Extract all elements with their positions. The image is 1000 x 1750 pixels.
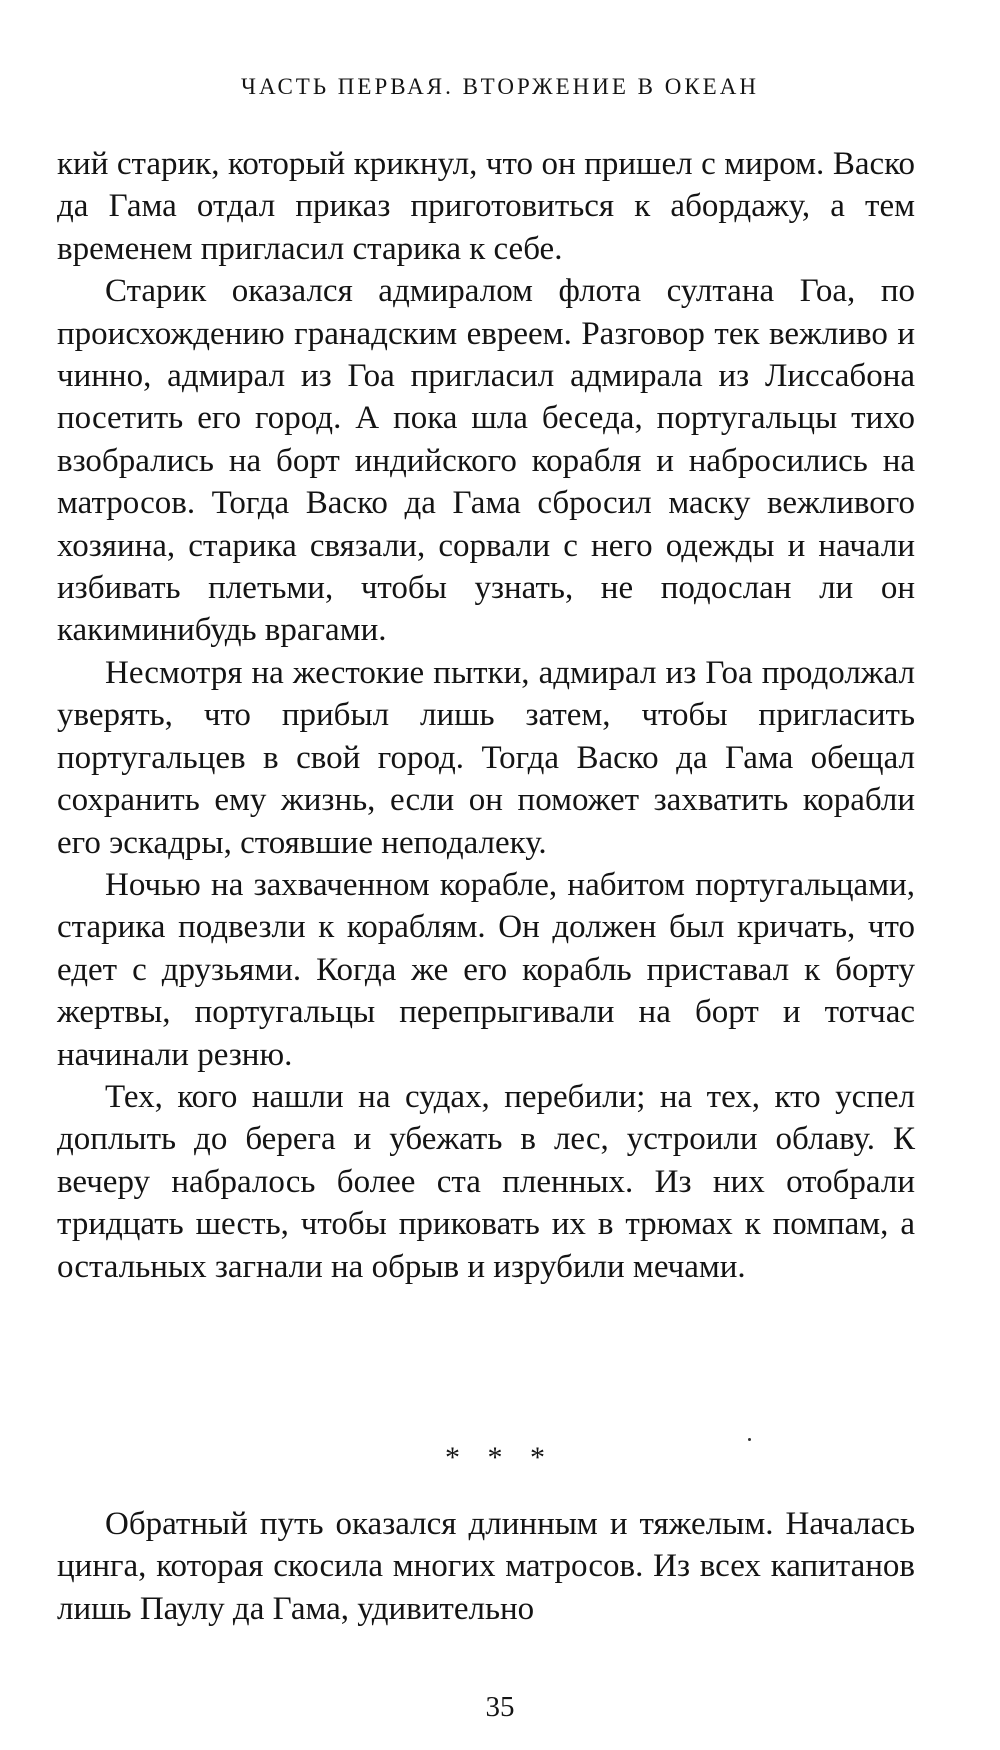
paragraph: Несмотря на жестокие пытки, адмирал из Гоа продолжал уверять, что прибыл лишь затем, чтобы пригласить португальцев в свой город. Тогда Васко да Гама обещал сохранить ему жизнь, если он поможет захватить корабли его эскадры, стоявшие неподалеку. [57, 654, 915, 861]
paragraph: Старик оказался адмиралом флота султана Гоа, по происхождению гранадским евреем. Разговор тек вежливо и чинно, адмирал из Гоа пригласил адмирала из Лиссабона посетить его город. А пока шла беседа, португальцы тихо взобрались на борт индийского корабля и набросились на матросов. Тогда Васко да Гама сбросил маску вежливого хозяина, старика связали, сорвали с него одежды и начали избивать плетьми, чтобы узнать, не подослан ли он какиминибудь врагами. [57, 273, 915, 649]
main-text [57, 143, 915, 1288]
page-number: 35 [485, 1691, 515, 1723]
running-head: ЧАСТЬ ПЕРВАЯ. ВТОРЖЕНИЕ В ОКЕАН [241, 74, 759, 99]
print-speck [748, 1438, 751, 1441]
paragraph: Тех, кого нашли на судах, перебили; на тех, кто успел доплыть до берега и убежать в лес, устроили облаву. К вечеру набралось более ста пленных. Из них отобрали тридцать шесть, чтобы приковать их в трюмах к помпам, а остальных загнали на обрыв и изрубили мечами. [57, 1078, 915, 1285]
paragraph: Ночью на захваченном корабле, набитом португальцами, старика подвезли к кораблям. Он должен был кричать, что едет с друзьями. Когда же его корабль приставал к борту жертвы, португальцы перепрыгивали на борт и тотчас начинали резню. [57, 866, 915, 1073]
paragraph-continuation: кий старик, который крикнул, что он пришел с миром. Васко да Гама отдал приказ приготовиться к абордажу, а тем временем пригласил старика к себе. [57, 146, 915, 267]
section-separator: * * * [445, 1441, 555, 1474]
paragraph-final: Обратный путь оказался длинным и тяжелым. Началась цинга, которая скосила многих матросов. Из всех капитанов лишь Паулу да Гама, удивительно [57, 1506, 915, 1627]
section-text [57, 1503, 915, 1630]
